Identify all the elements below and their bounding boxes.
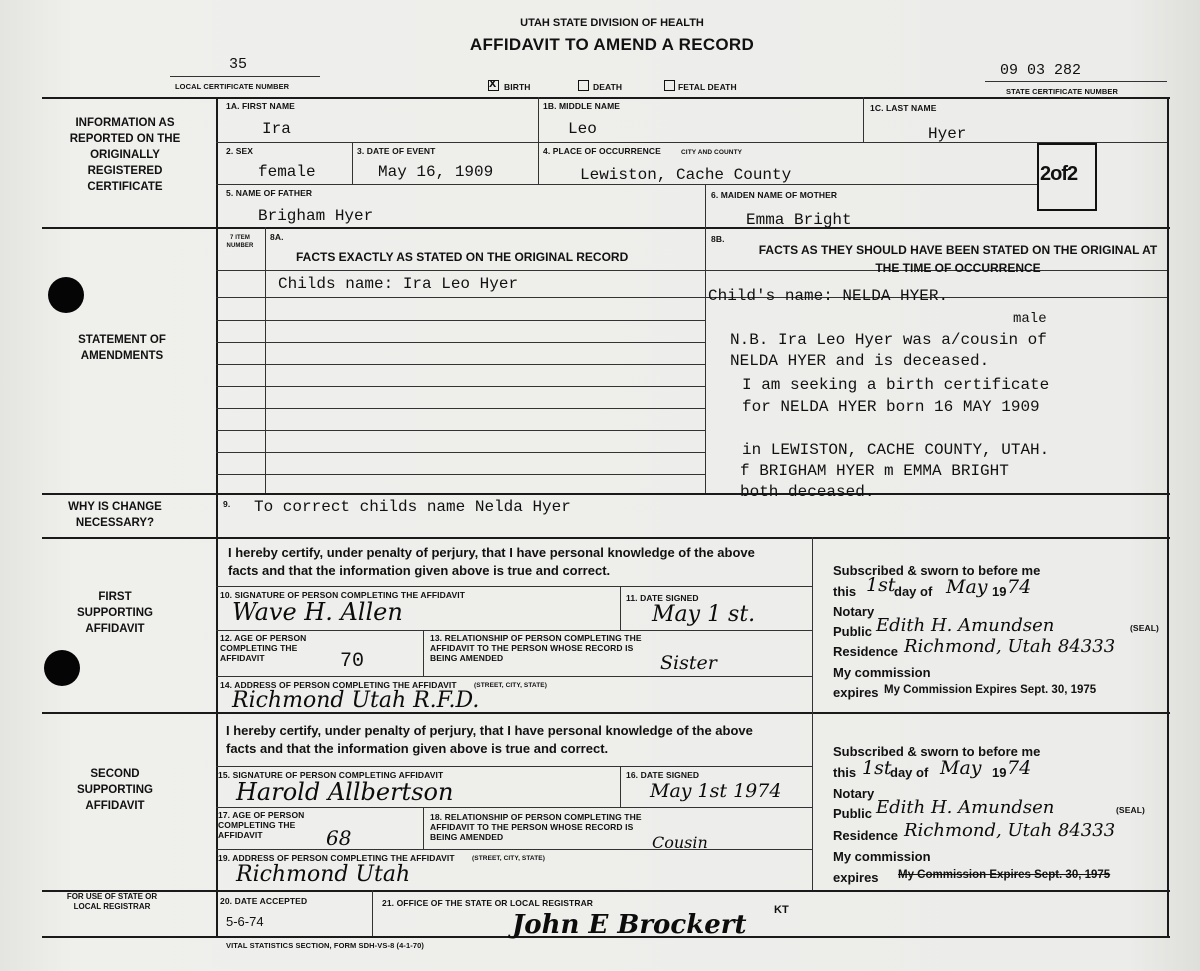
- why-text: To correct childs name Nelda Hyer: [254, 498, 571, 516]
- second-relationship-label: 18. RELATIONSHIP OF PERSON COMPLETING THE AFFIDAVIT TO THE PERSON WHOSE RECORD IS BEING AMENDED: [430, 812, 642, 842]
- second-notary-year: 74: [1007, 757, 1032, 779]
- second-public-word: Public: [833, 806, 873, 821]
- sex-label: 2. SEX: [226, 146, 254, 156]
- second-address: Richmond Utah: [236, 862, 411, 887]
- second-residence: Richmond, Utah 84333: [904, 820, 1116, 841]
- birth-label: BIRTH: [504, 82, 531, 92]
- first-notary-day: 1st: [866, 574, 896, 596]
- middle-name-value: Leo: [568, 120, 597, 138]
- place-value: Lewiston, Cache County: [580, 166, 792, 184]
- fetal-death-checkbox: [664, 80, 675, 91]
- registrar-office-label: 21. OFFICE OF THE STATE OR LOCAL REGISTRAR: [382, 898, 594, 908]
- last-name-label: 1C. LAST NAME: [870, 103, 937, 113]
- second-expires-stamp: My Commission Expires Sept. 30, 1975: [898, 869, 1111, 881]
- first-address-sublabel: (STREET, CITY, STATE): [474, 682, 547, 689]
- date-accepted-label: 20. DATE ACCEPTED: [220, 896, 308, 906]
- fetal-death-label: FETAL DEATH: [678, 82, 737, 92]
- state-cert-number: 09 03 282: [1000, 62, 1082, 79]
- why-section-label: WHY IS CHANGE NECESSARY?: [68, 501, 162, 529]
- second-signature: Harold Allbertson: [236, 778, 454, 806]
- state-cert-label: STATE CERTIFICATE NUMBER: [1006, 87, 1118, 96]
- corrected-line-6: for NELDA HYER born 16 MAY 1909: [742, 398, 1040, 416]
- sex-value: female: [258, 163, 316, 181]
- col-b-label: 8B.: [711, 234, 725, 244]
- first-name-label: 1A. FIRST NAME: [226, 101, 295, 111]
- first-signature: Wave H. Allen: [232, 598, 403, 626]
- col-a-title: FACTS EXACTLY AS STATED ON THE ORIGINAL RECORD: [296, 250, 629, 264]
- col-b-title: FACTS AS THEY SHOULD HAVE BEEN STATED ON THE ORIGINAL AT THE TIME OF OCCURRENCE: [758, 243, 1158, 275]
- corrected-line-7: in LEWISTON, CACHE COUNTY, UTAH.: [742, 441, 1050, 459]
- col-a-label: 8A.: [270, 232, 284, 242]
- second-address-sublabel: (STREET, CITY, STATE): [472, 855, 545, 862]
- second-commission: My commission: [833, 849, 931, 864]
- first-expires: expires: [833, 685, 879, 700]
- date-of-event-label: 3. DATE OF EVENT: [357, 146, 436, 156]
- date-of-event-value: May 16, 1909: [378, 163, 494, 181]
- second-notary-day: 1st: [862, 757, 892, 779]
- second-certify-text: I hereby certify, under penalty of perjury, that I have personal knowledge of the above facts and that the information given above is true and correct.: [226, 723, 753, 756]
- first-seal: (SEAL): [1130, 623, 1159, 633]
- form-footer: VITAL STATISTICS SECTION, FORM SDH-VS-8 (4-1-70): [226, 941, 425, 950]
- agency-name: UTAH STATE DIVISION OF HEALTH: [520, 17, 704, 29]
- first-notary-month: May: [946, 576, 988, 598]
- item-number-label: 7 ITEM NUMBER: [226, 235, 254, 249]
- first-public-signature: Edith H. Amundsen: [876, 615, 1055, 636]
- second-public-signature: Edith H. Amundsen: [876, 797, 1055, 818]
- death-label: DEATH: [593, 82, 623, 92]
- second-notary-this: this: [833, 765, 857, 780]
- first-age-label: 12. AGE OF PERSON COMPLETING THE AFFIDAVIT: [220, 633, 307, 663]
- registrar-initials: KT: [774, 904, 789, 916]
- second-age-label: 17. AGE OF PERSON COMPLETING THE AFFIDAVIT: [218, 810, 305, 840]
- second-seal: (SEAL): [1116, 805, 1145, 815]
- last-name-value: Hyer: [928, 125, 967, 143]
- first-notary-year-prefix: 19: [992, 584, 1007, 599]
- first-signature-label: 10. SIGNATURE OF PERSON COMPLETING THE AFFIDAVIT: [220, 590, 466, 600]
- registrar-section-label: FOR USE OF STATE OR LOCAL REGISTRAR: [66, 892, 158, 911]
- mother-label: 6. MAIDEN NAME OF MOTHER: [711, 190, 838, 200]
- first-relationship-label: 13. RELATIONSHIP OF PERSON COMPLETING THE AFFIDAVIT TO THE PERSON WHOSE RECORD IS BEING AMENDED: [430, 633, 642, 663]
- second-address-label: 19. ADDRESS OF PERSON COMPLETING THE AFFIDAVIT: [218, 853, 455, 863]
- first-residence: Richmond, Utah 84333: [904, 636, 1116, 657]
- corrected-line-3: N.B. Ira Leo Hyer was a/cousin of: [730, 331, 1047, 349]
- form-title: AFFIDAVIT TO AMEND A RECORD: [469, 35, 755, 54]
- first-name-value: Ira: [262, 120, 291, 138]
- why-item-label: 9.: [223, 499, 231, 509]
- first-address-label: 14. ADDRESS OF PERSON COMPLETING THE AFFIDAVIT: [220, 680, 457, 690]
- first-public-word: Public: [833, 624, 873, 639]
- first-notary-word: Notary: [833, 604, 875, 619]
- second-relationship: Cousin: [652, 833, 708, 852]
- second-expires: expires: [833, 870, 879, 885]
- first-notary-year: 74: [1007, 576, 1032, 598]
- second-affidavit-label: SECOND SUPPORTING AFFIDAVIT: [76, 768, 154, 812]
- first-date-label: 11. DATE SIGNED: [626, 593, 699, 603]
- second-date-label: 16. DATE SIGNED: [626, 770, 700, 780]
- punch-hole-top: [48, 277, 84, 313]
- second-notary-word: Notary: [833, 786, 875, 801]
- corrected-line-9: both deceased.: [740, 483, 875, 501]
- first-commission: My commission: [833, 665, 931, 680]
- corrected-line-2: male: [1013, 311, 1047, 327]
- first-notary-this: this: [833, 584, 857, 599]
- first-affidavit-label: FIRST SUPPORTING AFFIDAVIT: [76, 591, 154, 635]
- corrected-line-5: I am seeking a birth certificate: [742, 376, 1050, 394]
- death-checkbox: [578, 80, 589, 91]
- mother-value: Emma Bright: [746, 211, 852, 229]
- middle-name-label: 1B. MIDDLE NAME: [543, 101, 621, 111]
- second-notary-dayof: day of: [890, 765, 929, 780]
- corrected-line-4: NELDA HYER and is deceased.: [730, 352, 990, 370]
- first-relationship: Sister: [660, 652, 717, 674]
- local-cert-label: LOCAL CERTIFICATE NUMBER: [175, 82, 290, 91]
- second-age: 68: [326, 826, 352, 850]
- original-section-label: INFORMATION AS REPORTED ON THE ORIGINALLY REGISTERED CERTIFICATE: [69, 117, 181, 193]
- local-cert-number: 35: [229, 56, 248, 73]
- original-childs-name: Childs name: Ira Leo Hyer: [278, 275, 519, 293]
- registrar-signature: John E Brockert: [512, 910, 747, 940]
- first-date: May 1 st.: [652, 602, 756, 627]
- father-label: 5. NAME OF FATHER: [226, 188, 313, 198]
- first-certify-text: I hereby certify, under penalty of perjury, that I have personal knowledge of the above facts and that the information given above is true and correct.: [228, 545, 755, 578]
- second-date: May 1st 1974: [650, 780, 782, 802]
- second-residence-word: Residence: [833, 828, 899, 843]
- first-age: 70: [340, 650, 365, 673]
- first-expires-stamp: My Commission Expires Sept. 30, 1975: [884, 684, 1097, 696]
- corrected-line-8: f BRIGHAM HYER m EMMA BRIGHT: [740, 462, 1009, 480]
- place-label: 4. PLACE OF OCCURRENCE: [543, 146, 661, 156]
- place-sublabel: CITY AND COUNTY: [681, 149, 743, 156]
- corrected-line-1: Child's name: NELDA HYER.: [708, 287, 949, 305]
- punch-hole-bottom: [44, 650, 80, 686]
- birth-check-mark: x: [489, 75, 497, 90]
- page-stamp-text: 2of2: [1040, 163, 1078, 185]
- father-value: Brigham Hyer: [258, 207, 374, 225]
- second-notary-year-prefix: 19: [992, 765, 1007, 780]
- date-accepted: 5-6-74: [226, 914, 264, 929]
- second-notary-line1: Subscribed & sworn to before me: [833, 744, 1041, 759]
- second-notary-month: May: [940, 757, 982, 779]
- first-notary-line1: Subscribed & sworn to before me: [833, 563, 1041, 578]
- first-residence-word: Residence: [833, 644, 899, 659]
- first-notary-dayof: day of: [894, 584, 933, 599]
- first-address: Richmond Utah R.F.D.: [232, 688, 480, 713]
- second-signature-label: 15. SIGNATURE OF PERSON COMPLETING AFFIDAVIT: [218, 770, 444, 780]
- amendments-section-label: STATEMENT OF AMENDMENTS: [78, 334, 166, 362]
